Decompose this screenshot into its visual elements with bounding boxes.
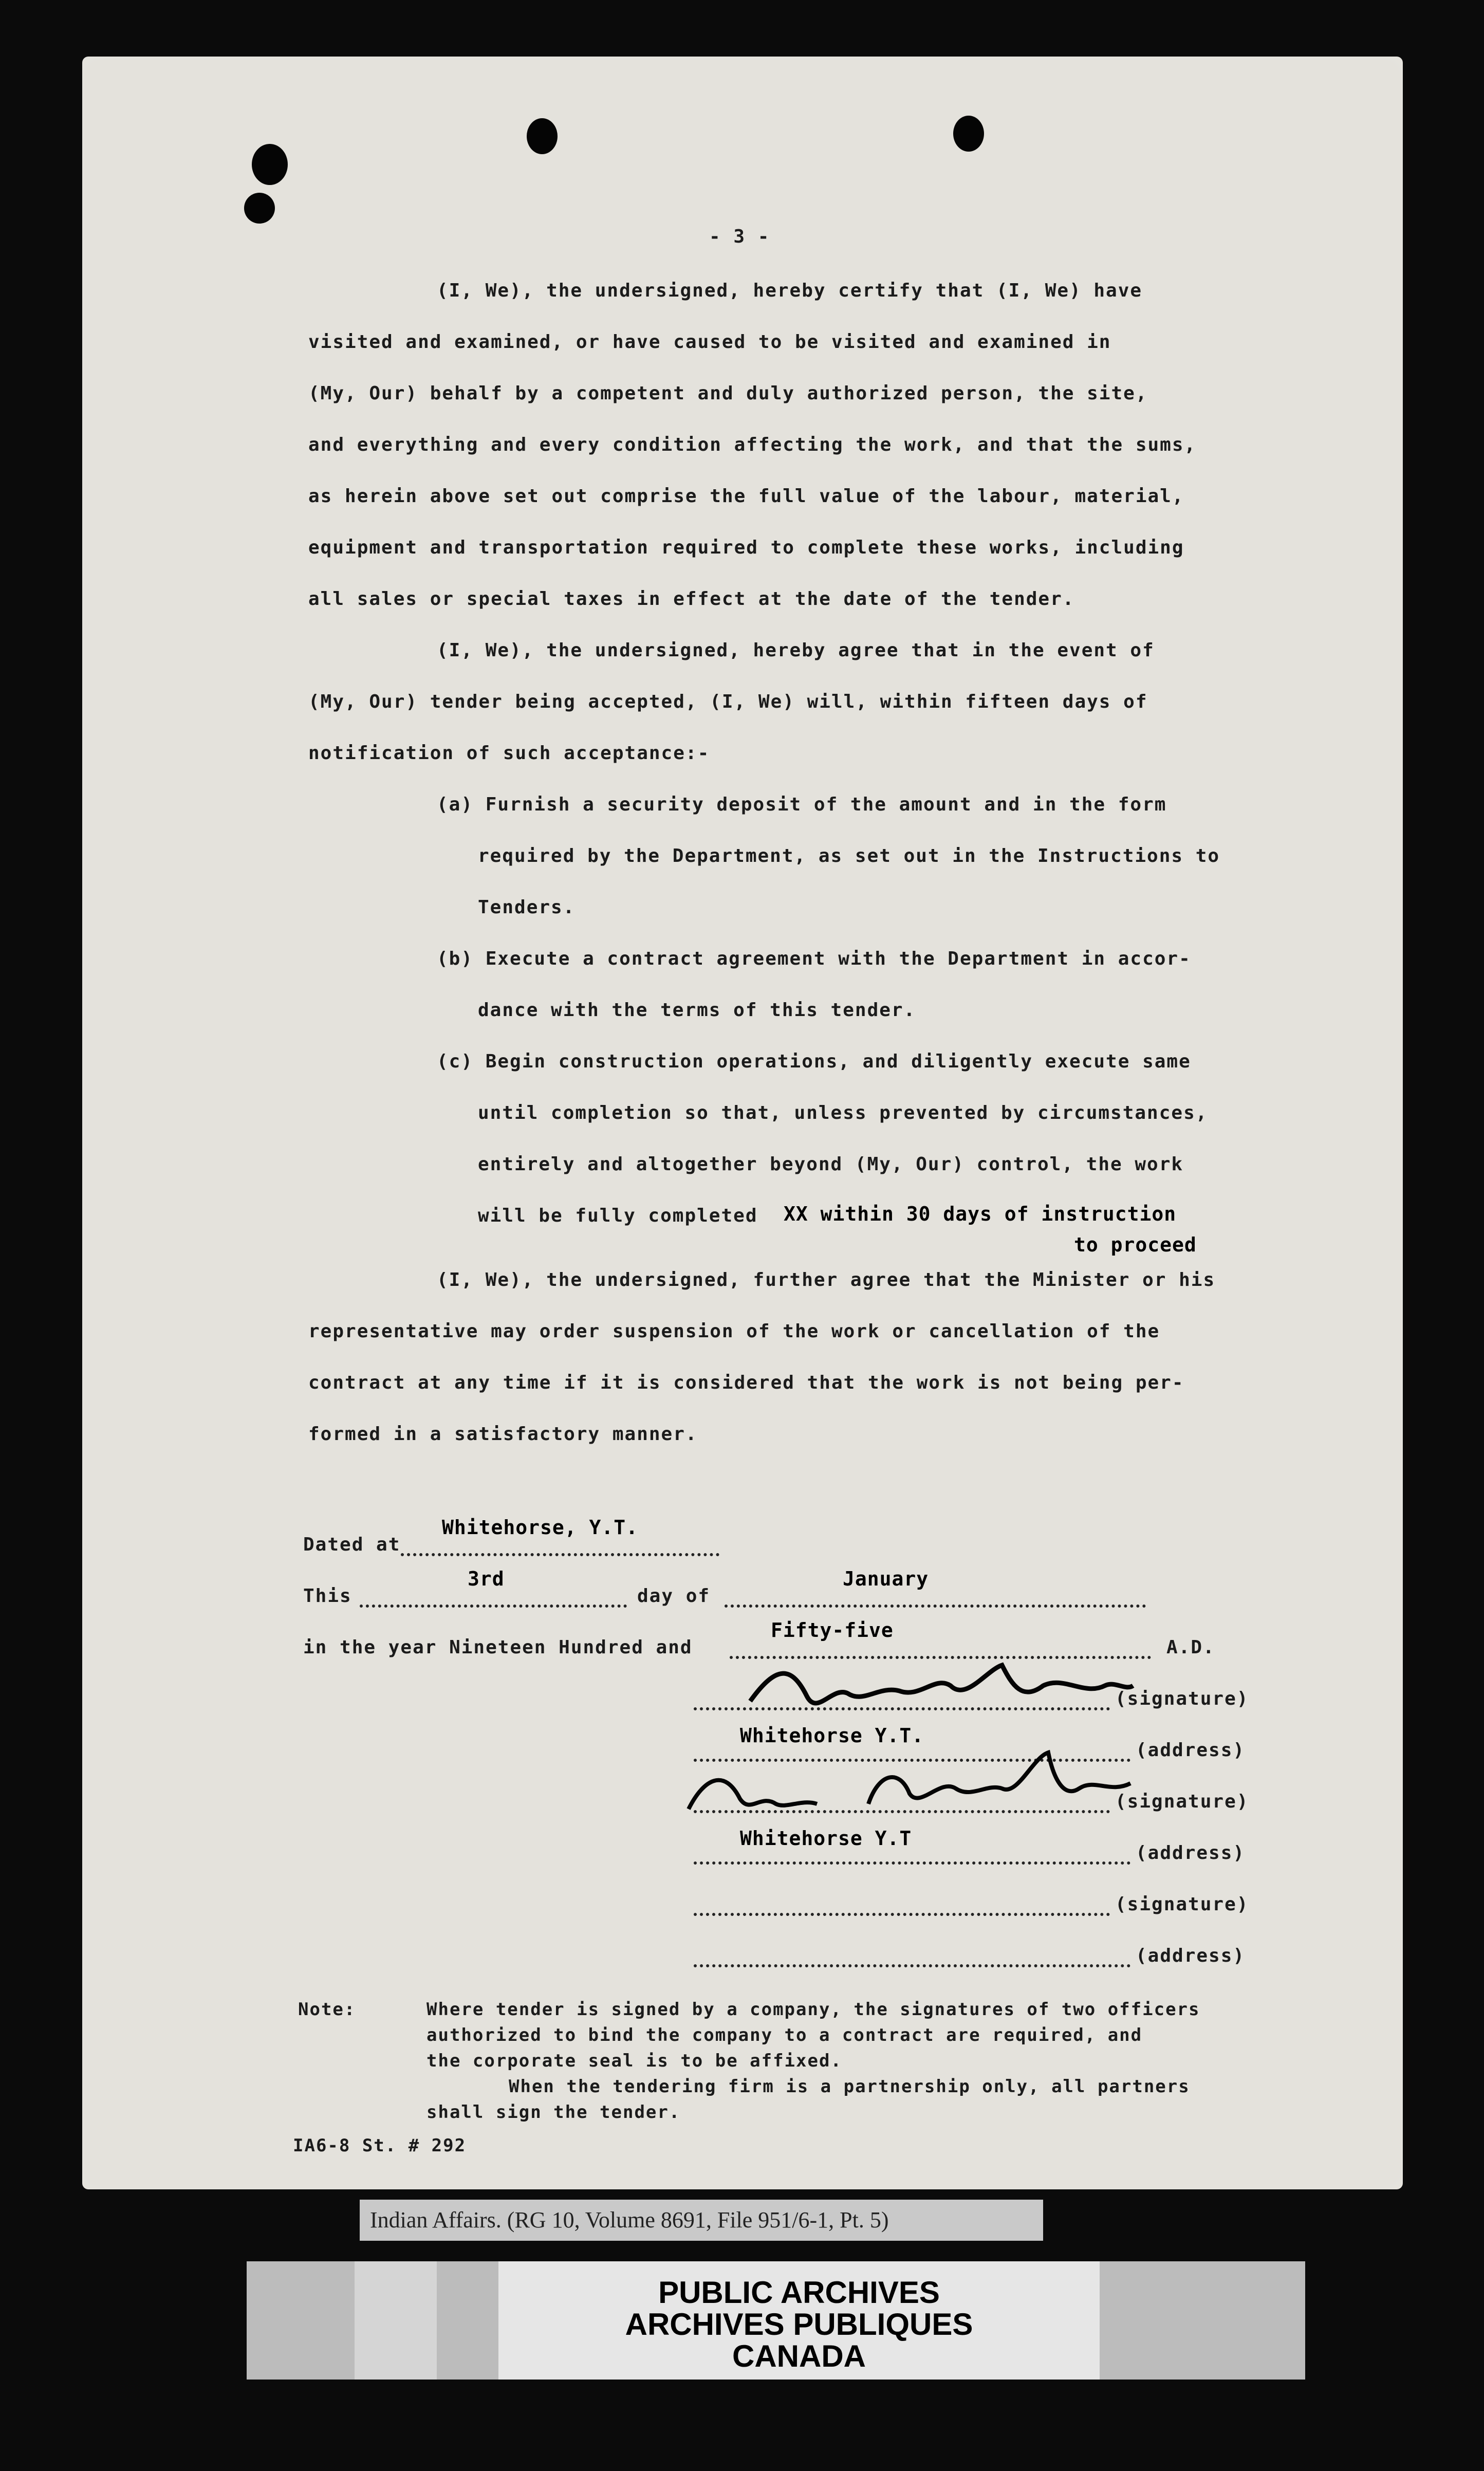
note-line: authorized to bind the company to a contract are required, and (426, 2025, 1143, 2045)
note-line: When the tendering firm is a partnership only, all partners (509, 2076, 1190, 2097)
completion-typed-2: to proceed (1074, 1233, 1197, 1256)
address-label: (address) (1136, 1945, 1246, 1966)
body-line: (I, We), the undersigned, further agree that the Minister or his (437, 1269, 1216, 1290)
body-line: (I, We), the undersigned, hereby certify that (I, We) have (437, 280, 1143, 301)
year-label: in the year Nineteen Hundred and (303, 1637, 693, 1658)
note-line: shall sign the tender. (426, 2102, 681, 2123)
page-number: - 3 - (709, 226, 770, 247)
dotted-rule (694, 1861, 1130, 1865)
note-line: the corporate seal is to be affixed. (426, 2051, 842, 2071)
dotted-rule (694, 1913, 1110, 1916)
dotted-rule (725, 1605, 1146, 1608)
month-value: January (843, 1568, 929, 1590)
archive-stamp (247, 2261, 1305, 2380)
this-label: This (303, 1585, 352, 1607)
body-line: will be fully completed (478, 1205, 758, 1226)
body-line: Tenders. (478, 897, 576, 918)
body-line: visited and examined, or have caused to be visited and examined in (308, 331, 1111, 353)
signature-label: (signature) (1115, 1894, 1249, 1915)
archive-reference: Indian Affairs. (RG 10, Volume 8691, File 951/6-1, Pt. 5) (360, 2200, 1043, 2241)
punch-hole-left (527, 118, 558, 154)
body-line: (I, We), the undersigned, hereby agree that in the event of (437, 640, 1155, 661)
archive-tab (355, 2261, 437, 2380)
body-line: entirely and altogether beyond (My, Our) control, the work (478, 1154, 1184, 1175)
form-code: IA6-8 St. # 292 (293, 2135, 467, 2156)
body-line: (My, Our) tender being accepted, (I, We) will, within fifteen days of (308, 691, 1148, 712)
dotted-rule (360, 1605, 627, 1608)
body-line: as herein above set out comprise the full value of the labour, material, (308, 486, 1184, 507)
signature-label: (signature) (1115, 1791, 1249, 1812)
clause-b: (b) Execute a contract agreement with the Department in accor- (437, 948, 1191, 969)
completion-typed: XX within 30 days of instruction (784, 1203, 1177, 1225)
body-line: until completion so that, unless prevented by circumstances, (478, 1102, 1208, 1123)
body-line: and everything and every condition affecting the work, and that the sums, (308, 434, 1197, 455)
body-line: contract at any time if it is considered that the work is not being per- (308, 1372, 1184, 1393)
signature-label: (signature) (1115, 1688, 1249, 1709)
archive-stamp-label (498, 2261, 1100, 2380)
body-line: required by the Department, as set out in the Instructions to (478, 845, 1220, 866)
dotted-rule (401, 1553, 719, 1556)
body-line: all sales or special taxes in effect at the date of the tender. (308, 588, 1075, 610)
document-page (82, 57, 1403, 2189)
year-value: Fifty-five (771, 1619, 894, 1642)
stain-dot (252, 144, 288, 185)
dated-label: Dated at (303, 1534, 401, 1555)
stain-dot (244, 193, 275, 224)
archive-stamp-line: PUBLIC ARCHIVES (658, 2275, 940, 2310)
note-line: Where tender is signed by a company, the signatures of two officers (426, 1999, 1200, 2020)
note-label: Note: (298, 1999, 356, 2020)
address-1-value: Whitehorse Y.T. (740, 1724, 924, 1747)
archive-stamp-line: CANADA (732, 2339, 866, 2373)
body-line: formed in a satisfactory manner. (308, 1424, 698, 1445)
clause-c: (c) Begin construction operations, and diligently execute same (437, 1051, 1191, 1072)
clause-a: (a) Furnish a security deposit of the amount and in the form (437, 794, 1167, 815)
ad-label: A.D. (1166, 1637, 1215, 1658)
signature-2 (683, 1747, 1136, 1819)
body-line: notification of such acceptance:- (308, 743, 710, 764)
body-line: (My, Our) behalf by a competent and duly authorized person, the site, (308, 383, 1148, 404)
dated-value: Whitehorse, Y.T. (442, 1516, 639, 1539)
day-of-label: day of (637, 1585, 711, 1607)
day-value: 3rd (468, 1568, 505, 1590)
body-line: equipment and transportation required to complete these works, including (308, 537, 1184, 558)
body-line: dance with the terms of this tender. (478, 1000, 916, 1021)
address-2-value: Whitehorse Y.T (740, 1827, 912, 1850)
dotted-rule (694, 1964, 1130, 1967)
address-label: (address) (1136, 1842, 1246, 1864)
signature-1 (745, 1655, 1136, 1722)
address-label: (address) (1136, 1740, 1246, 1761)
archive-stamp-line: ARCHIVES PUBLIQUES (625, 2307, 973, 2341)
body-line: representative may order suspension of the work or cancellation of the (308, 1321, 1160, 1342)
punch-hole-right (953, 116, 984, 152)
